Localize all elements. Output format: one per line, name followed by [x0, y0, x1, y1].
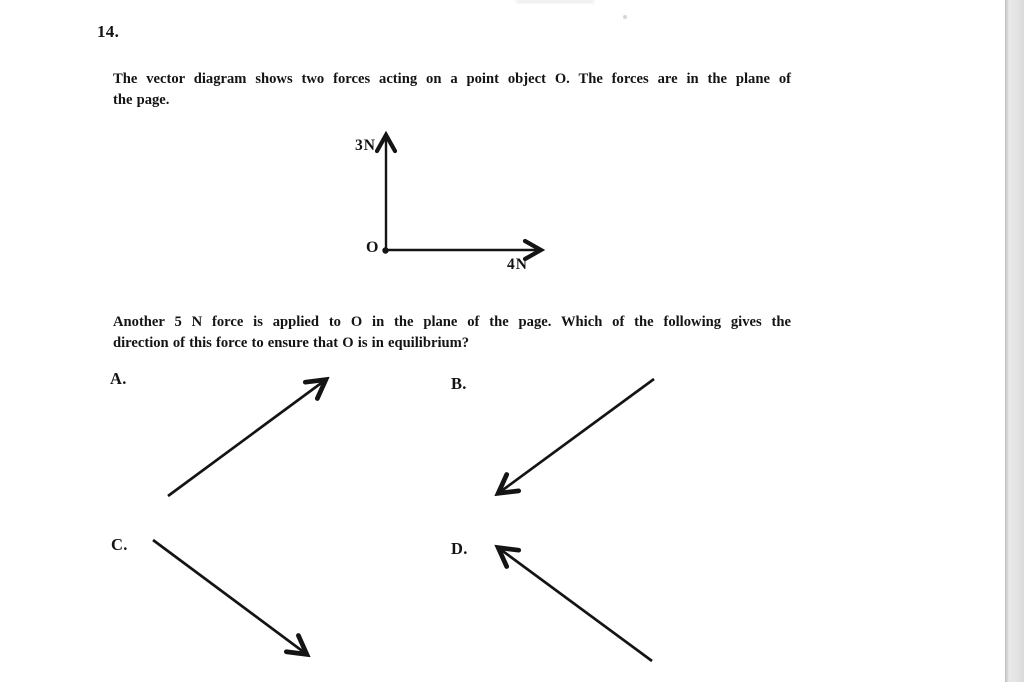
option-c-label: C.	[111, 535, 128, 554]
force-4n-label: 4N	[507, 256, 528, 273]
origin-label: O	[366, 239, 379, 256]
option-a-label: A.	[110, 369, 127, 388]
page-edge-gutter	[1005, 0, 1024, 682]
prompt-line-2: direction of this force to ensure that O is in equilibrium?	[113, 335, 470, 351]
option-d-arrow-up-left	[500, 549, 652, 661]
prompt-paragraph	[113, 312, 791, 354]
intro-line-2: the page.	[113, 92, 170, 108]
origin-point-dot	[382, 247, 388, 253]
question-number: 14.	[97, 22, 120, 41]
prompt-line-1: Another 5 N force is applied to O in the plane of the page. Which of the following gives the	[113, 314, 791, 330]
option-a-arrow-up-right	[168, 381, 324, 496]
force-3n-label: 3N	[355, 137, 376, 154]
option-b-label: B.	[451, 374, 467, 393]
option-b-arrow-down-left	[500, 379, 654, 492]
option-d-label: D.	[451, 539, 468, 558]
option-c-arrow-down-right	[153, 540, 305, 653]
intro-line-1: The vector diagram shows two forces acting on a point object O. The forces are in the plane of	[113, 71, 791, 87]
